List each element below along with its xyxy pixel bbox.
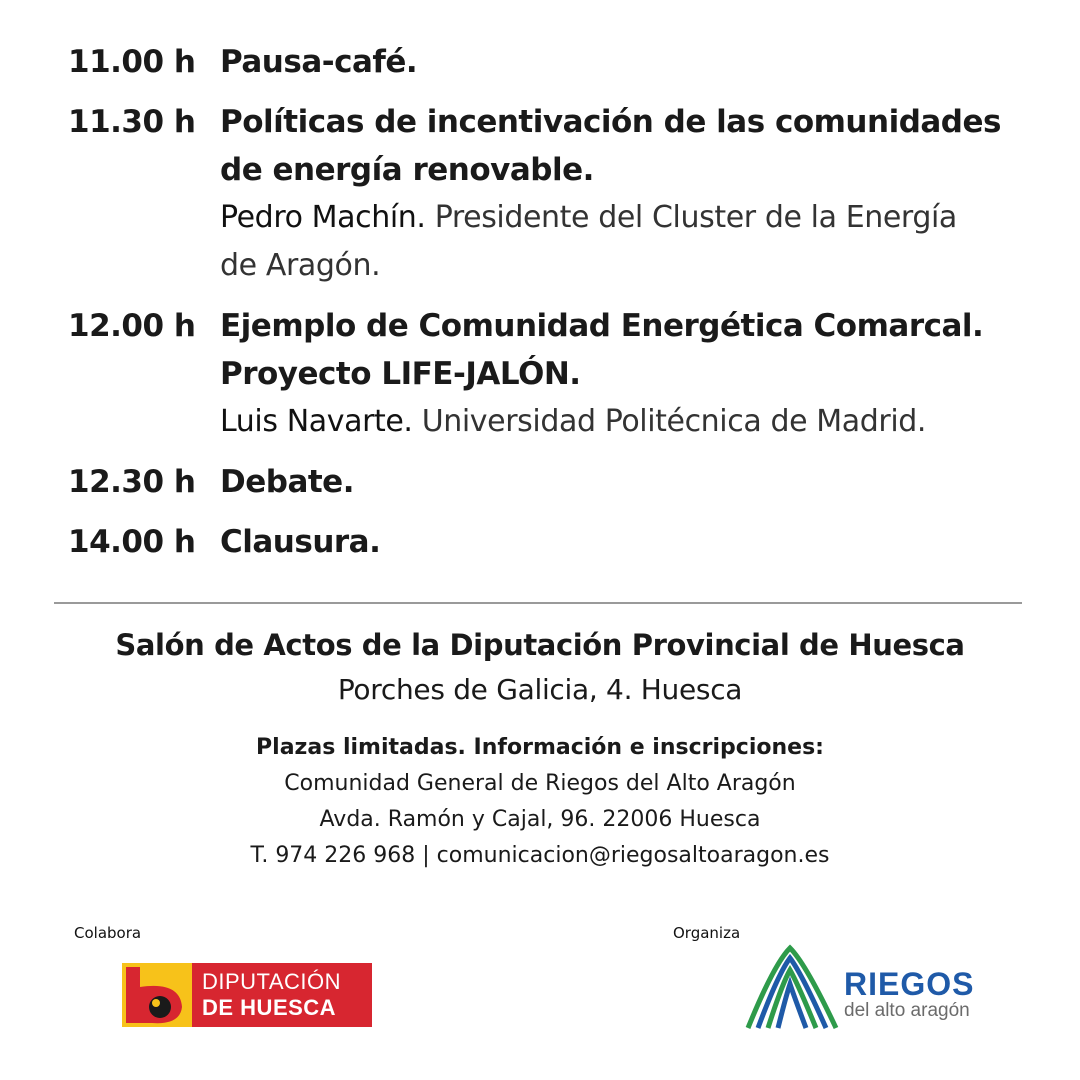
diputacion-emblem-icon <box>122 963 192 1027</box>
riegos-subtitle: del alto aragón <box>844 1000 970 1021</box>
diputacion-huesca-logo <box>122 963 372 1027</box>
divider <box>54 602 1022 604</box>
info-contact: T. 974 226 968 | comunicacion@riegosaltoaragon.es <box>250 843 830 868</box>
agenda-time: 11.00 h <box>68 44 196 80</box>
agenda-speaker <box>220 398 1020 446</box>
diputacion-line1: DIPUTACIÓN <box>202 969 342 994</box>
registration-info <box>0 730 1080 874</box>
agenda-title: Clausura. <box>220 524 381 560</box>
colabora-label: Colabora <box>74 924 142 942</box>
riegos-arch-icon <box>744 944 840 1034</box>
info-org: Comunidad General de Riegos del Alto Aragón <box>284 771 796 796</box>
agenda-content <box>220 302 1020 446</box>
venue-title: Salón de Actos de la Diputación Provincial de Huesca <box>115 628 965 662</box>
agenda-item <box>68 458 1028 506</box>
riegos-name: RIEGOS <box>844 966 975 1002</box>
agenda-time: 11.30 h <box>68 104 196 140</box>
speaker-role: de Aragón. <box>220 248 381 283</box>
speaker-role: Presidente del Cluster de la Energía <box>425 200 957 235</box>
agenda-content <box>220 458 1020 506</box>
agenda-title: Pausa-café. <box>220 44 418 80</box>
agenda-title: Debate. <box>220 464 354 500</box>
agenda-title: Ejemplo de Comunidad Energética Comarcal. <box>220 308 984 344</box>
venue <box>0 622 1080 712</box>
agenda-time: 14.00 h <box>68 524 196 560</box>
agenda-time: 12.00 h <box>68 308 196 344</box>
info-heading: Plazas limitadas. Información e inscripciones: <box>256 735 824 760</box>
agenda-item <box>68 38 1028 86</box>
agenda-item <box>68 518 1028 566</box>
info-address: Avda. Ramón y Cajal, 96. 22006 Huesca <box>319 807 761 832</box>
agenda-item <box>68 98 1028 290</box>
agenda-time: 12.30 h <box>68 464 196 500</box>
riegos-logo <box>744 944 1014 1034</box>
agenda <box>68 38 1028 578</box>
agenda-title: Proyecto LIFE-JALÓN. <box>220 356 581 392</box>
agenda-item <box>68 302 1028 446</box>
speaker-name: Pedro Machín. <box>220 200 426 235</box>
agenda-content <box>220 98 1020 290</box>
agenda-title: Políticas de incentivación de las comunidades <box>220 104 1001 140</box>
diputacion-line2: DE HUESCA <box>202 995 337 1020</box>
agenda-title: de energía renovable. <box>220 152 594 188</box>
speaker-name: Luis Navarte. <box>220 404 413 439</box>
diputacion-text <box>192 969 341 1021</box>
organiza-label: Organiza <box>673 924 741 942</box>
speaker-role: Universidad Politécnica de Madrid. <box>412 404 927 439</box>
agenda-content <box>220 518 1020 566</box>
agenda-content <box>220 38 1020 86</box>
agenda-speaker <box>220 194 1020 242</box>
venue-address: Porches de Galicia, 4. Huesca <box>337 673 743 706</box>
